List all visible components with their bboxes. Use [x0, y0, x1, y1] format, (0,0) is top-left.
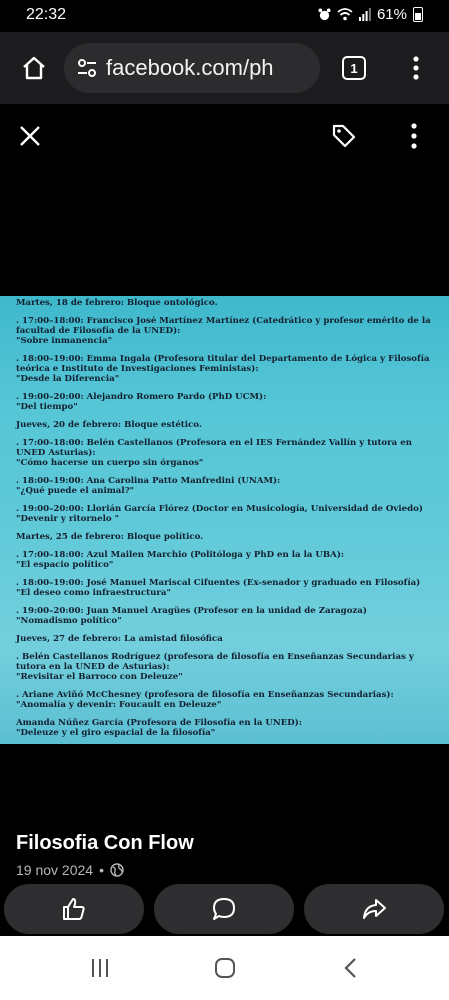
image-text-line: . 17:00–18:00: Belén Castellanos (Profesora en el IES Fernández Vallín y tutora en UNED Asturias): "Cómo hacerse un cuerpo sin órganos" — [16, 438, 412, 468]
status-time: 22:32 — [26, 6, 67, 23]
image-text-line: . Ariane Aviñó McChesney (profesora de filosofía en Enseñanzas Secundarias): "Anomalía y devenir: Foucault en Deleuze" — [16, 690, 394, 710]
browser-menu-button[interactable] — [404, 52, 428, 84]
share-icon — [361, 896, 387, 922]
image-text-line: . 19:00–20:00: Alejandro Romero Pardo (PhD UCM): "Del tiempo" — [16, 392, 267, 412]
address-bar[interactable] — [64, 43, 320, 93]
signal-icon — [359, 8, 371, 21]
url-text: facebook.com/ph — [106, 55, 274, 80]
image-text-line: . 18:00–19:00: Ana Carolina Patto Manfredini (UNAM): "¿Qué puede el animal?" — [16, 476, 281, 496]
globe-icon — [110, 863, 124, 877]
date-separator: • — [99, 862, 104, 878]
image-text-line: . Belén Castellanos Rodríguez (profesora de filosofía en Enseñanzas Secundarias y tutora en la UNED de Asturias): "Revisitar el Barroco con Deleuze" — [16, 652, 414, 682]
home-button[interactable] — [14, 48, 54, 88]
tab-count: 1 — [350, 60, 358, 76]
nav-home-button[interactable] — [210, 954, 240, 982]
image-text-line: . 18:00–19:00: Emma Ingala (Profesora titular del Departamento de Lógica y Filosofía teórica e Instituto de Investigaciones Feministas): "Desde la Diferencia" — [16, 354, 430, 384]
alarm-icon — [318, 8, 331, 21]
wifi-icon — [337, 8, 353, 21]
image-text-line: . 18:00–19:00: José Manuel Mariscal Cifuentes (Ex-senador y graduado en Filosofía) "El deseo como infraestructura" — [16, 578, 421, 598]
battery-percent: 61% — [376, 6, 407, 23]
image-text-line: . 19:00–20:00: Juan Manuel Aragües (Profesor en la unidad de Zaragoza) "Nomadismo político" — [16, 606, 367, 626]
status-icons — [318, 6, 423, 23]
tag-icon[interactable] — [330, 122, 358, 150]
image-text-line: . 17:00–18:00: Azul Mailen Marchio (Politóloga y PhD en la la UBA): "El espacio político" — [16, 550, 345, 570]
image-text-line: Jueves, 27 de febrero: La amistad filosófica — [16, 634, 223, 644]
image-text-line: Martes, 25 de febrero: Bloque político. — [16, 532, 204, 542]
post-image[interactable] — [0, 296, 449, 744]
back-button[interactable] — [336, 954, 366, 982]
comment-icon — [211, 896, 237, 922]
post-date-row — [16, 862, 124, 878]
photo-viewer — [0, 104, 449, 936]
image-text-line: Amanda Núñez García (Profesora de Filosofía en la UNED): "Deleuze y el giro espacial de la filosofía" — [16, 718, 302, 738]
recents-button[interactable] — [85, 954, 115, 982]
share-button[interactable] — [304, 884, 444, 934]
browser-toolbar — [0, 32, 449, 104]
tab-switcher-button[interactable] — [342, 56, 366, 80]
recents-icon — [89, 957, 111, 979]
back-icon — [341, 956, 361, 980]
system-nav-bar — [0, 936, 449, 1000]
status-bar — [0, 0, 449, 32]
site-settings-icon[interactable] — [76, 57, 98, 79]
battery-icon — [413, 7, 423, 22]
home-icon — [20, 54, 48, 82]
image-text-line: Martes, 18 de febrero: Bloque ontológico. — [16, 298, 218, 308]
like-button[interactable] — [4, 884, 144, 934]
image-text — [16, 296, 436, 738]
author-name[interactable]: Filosofia Con Flow — [16, 832, 194, 854]
post-actions — [0, 881, 449, 937]
more-vert-icon — [413, 56, 419, 80]
image-text-line: . 17:00–18:00: Francisco José Martínez Martínez (Catedrático y profesor emérito de la facultad de Filosofía de la UNED): "Sobre inmanencia" — [16, 316, 431, 346]
close-icon[interactable] — [16, 122, 44, 150]
comment-button[interactable] — [154, 884, 294, 934]
image-text-line: . 19:00–20:00: Llorián García Flórez (Doctor en Musicología, Universidad de Oviedo) "Devenir y ritornelo " — [16, 504, 423, 524]
image-text-line: Jueves, 20 de febrero: Bloque estético. — [16, 420, 202, 430]
more-options-icon[interactable] — [402, 122, 426, 150]
post-date[interactable]: 19 nov 2024 — [16, 862, 94, 878]
like-icon — [61, 896, 87, 922]
home-icon — [213, 956, 237, 980]
